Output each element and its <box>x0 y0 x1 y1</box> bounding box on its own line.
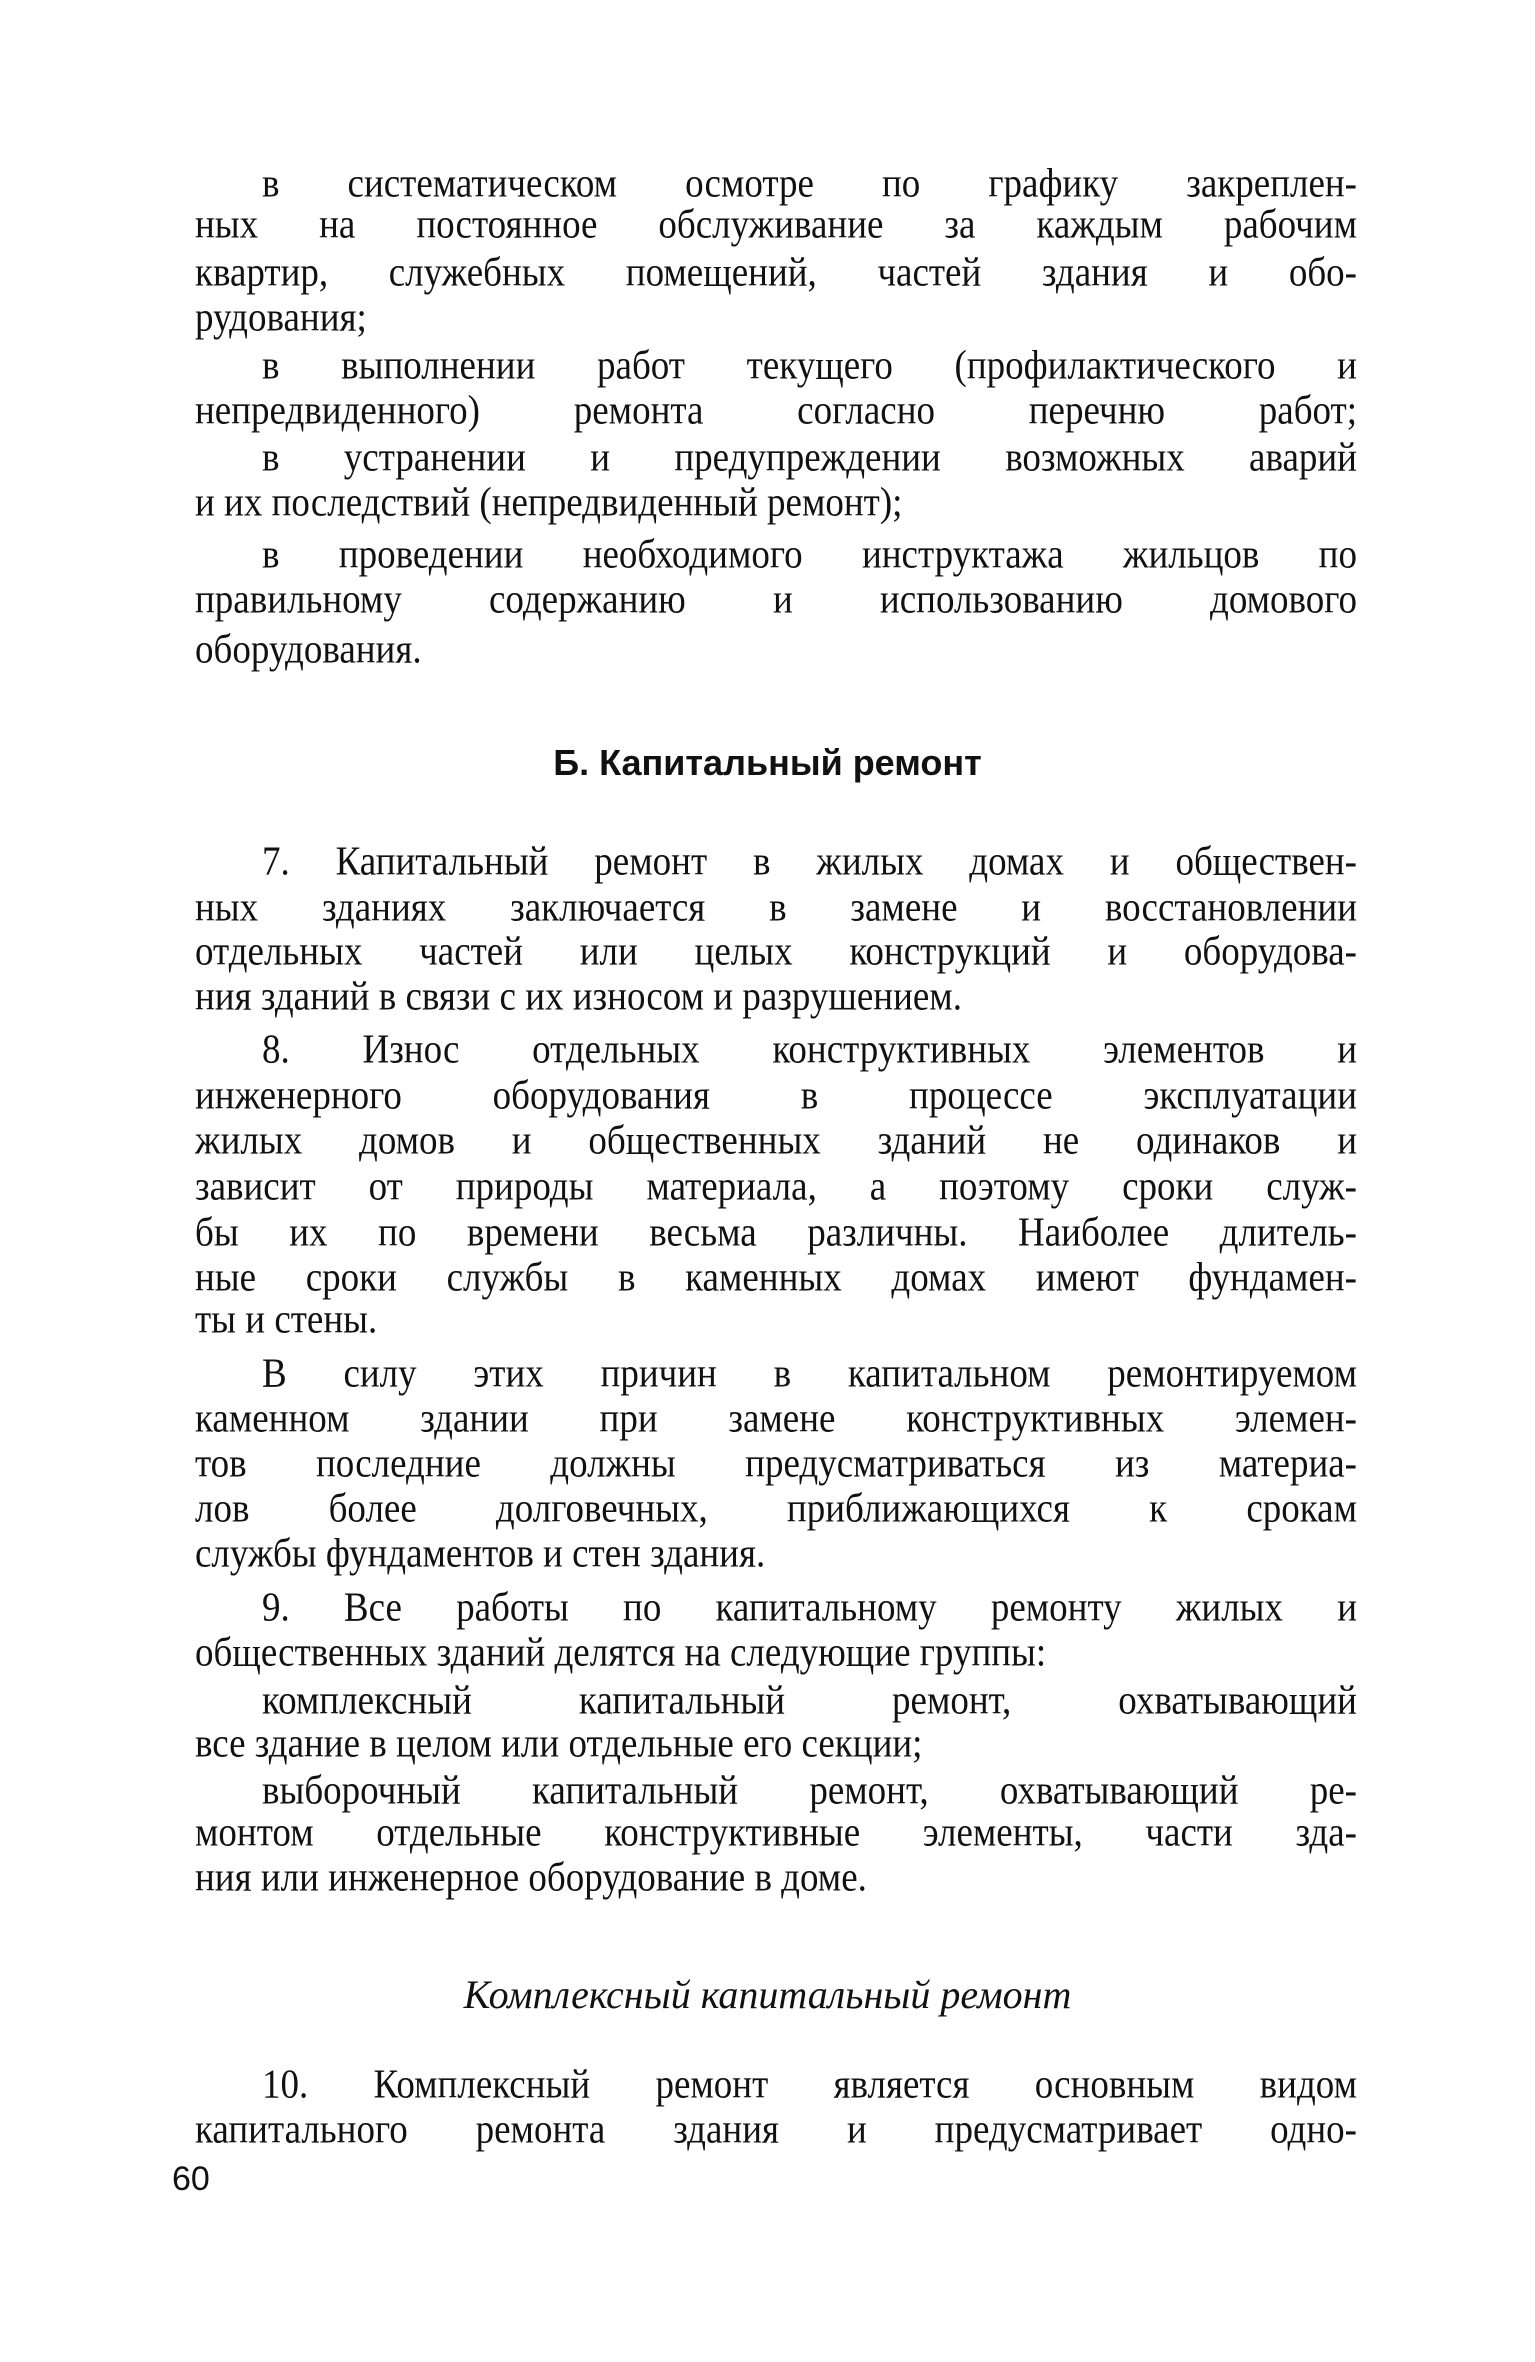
text-line: ния или инженерное оборудование в доме. <box>195 1854 867 1901</box>
text-line: комплексный капитальный ремонт, охватывающий <box>262 1677 1357 1724</box>
text-line: отдельных частей или целых конструкций и оборудова- <box>195 928 1357 975</box>
text-line: все здание в целом или отдельные его секции; <box>195 1720 923 1767</box>
text-line: оборудования. <box>195 626 422 673</box>
subsection-heading: Комплексный капитальный ремонт <box>463 1972 1072 2017</box>
text-line: в устранении и предупреждении возможных аварий <box>262 434 1357 481</box>
text-line: ных на постоянное обслуживание за каждым рабочим <box>195 201 1357 248</box>
text-line: ния зданий в связи с их износом и разрушением. <box>195 973 962 1020</box>
text-line: ные сроки службы в каменных домах имеют фундамен- <box>195 1254 1357 1301</box>
text-line: инженерного оборудования в процессе эксплуатации <box>195 1072 1357 1119</box>
section-heading: Б. Капитальный ремонт <box>553 742 982 783</box>
text-line: и их последствий (непредвиденный ремонт); <box>195 479 903 526</box>
text-line: бы их по времени весьма различны. Наиболее длитель- <box>195 1209 1357 1256</box>
text-line: лов более долговечных, приближающихся к срокам <box>195 1485 1357 1532</box>
page-number: 60 <box>172 2160 210 2198</box>
text-line: 9. Все работы по капитальному ремонту жилых и <box>262 1584 1357 1631</box>
text-line: в систематическом осмотре по графику закреплен- <box>262 160 1357 207</box>
text-line: в проведении необходимого инструктажа жильцов по <box>262 531 1357 578</box>
text-line: правильному содержанию и использованию домового <box>195 576 1357 623</box>
text-line: каменном здании при замене конструктивных элемен- <box>195 1395 1357 1442</box>
text-line: 10. Комплексный ремонт является основным видом <box>262 2061 1357 2108</box>
text-line: ных зданиях заключается в замене и восстановлении <box>195 884 1357 931</box>
text-line: В силу этих причин в капитальном ремонтируемом <box>262 1350 1357 1397</box>
text-line: непредвиденного) ремонта согласно перечню работ; <box>195 387 1357 434</box>
text-line: службы фундаментов и стен здания. <box>195 1530 766 1577</box>
text-line: выборочный капитальный ремонт, охватывающий ре- <box>262 1767 1357 1814</box>
text-line: зависит от природы материала, а поэтому сроки служ- <box>195 1163 1357 1210</box>
text-line: ты и стены. <box>195 1296 378 1343</box>
text-line: 7. Капитальный ремонт в жилых домах и обществен- <box>262 838 1357 885</box>
text-line: общественных зданий делятся на следующие группы: <box>195 1629 1047 1676</box>
text-line: рудования; <box>195 294 367 341</box>
text-line: тов последние должны предусматриваться из материа- <box>195 1440 1357 1487</box>
text-line: квартир, служебных помещений, частей здания и обо- <box>195 249 1357 296</box>
text-line: 8. Износ отдельных конструктивных элементов и <box>262 1026 1357 1073</box>
text-line: жилых домов и общественных зданий не одинаков и <box>195 1117 1357 1164</box>
text-line: в выполнении работ текущего (профилактического и <box>262 342 1357 389</box>
text-line: монтом отдельные конструктивные элементы, части зда- <box>195 1809 1357 1856</box>
text-line: капитального ремонта здания и предусматривает одно- <box>195 2106 1357 2153</box>
